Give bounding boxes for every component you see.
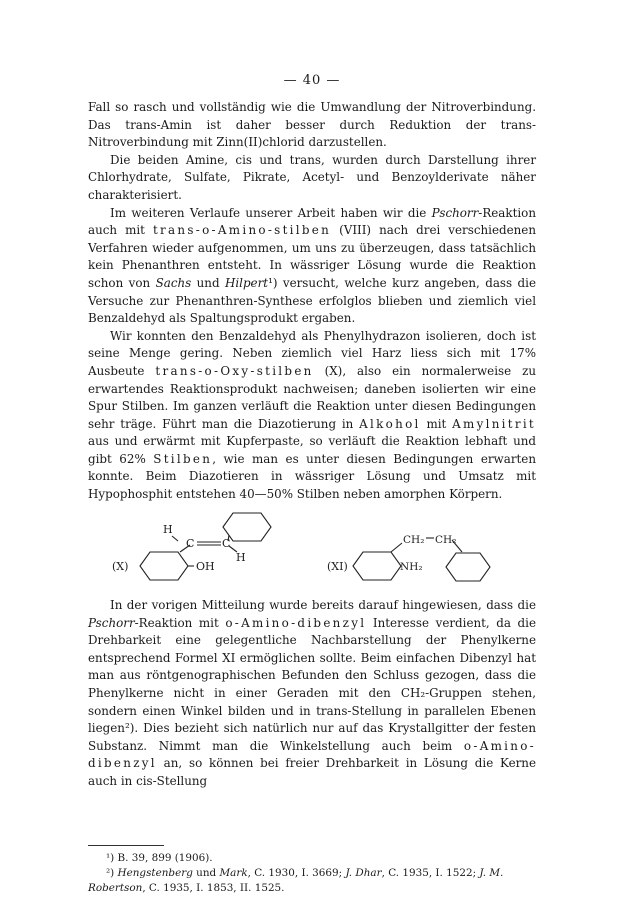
structural-formulas — [0, 505, 624, 585]
formula-x-h1: H — [163, 523, 173, 536]
paragraph-4: Wir konnten den Benzaldehyd als Phenylhydrazon isolieren, doch ist seine Menge gering. Neben ziemlich viel Harz liess sich mit 17% Ausbeute trans-o-Oxy-stilben (X), also ein normalerweise zu erwartendes Reaktionsprodukt nachweisen; daneben isolierten wir eine Spur Stilben. Im ganzen verläuft die Reaktion unter diesen Bedingungen sehr träge. Führt man die Diazotierung in Alkohol mit Amylnitrit aus und erwärmt mit Kupferpaste, so verläuft die Reaktion lebhaft und gibt 62% Stilben, wie man es unter diesen Bedingungen erwarten konnte. Beim Diazotieren in wässriger Lösung und Umsatz mit Hypophosphit entstehen 40—50% Stilben neben amorphen Körpern. — [88, 328, 536, 502]
page-number: — 40 — — [283, 73, 341, 88]
formula-xi-ch2-2: CH₂ — [435, 534, 457, 546]
formula-x-h2: H — [236, 551, 246, 564]
paragraph-1: Fall so rasch und vollständig wie die Umwandlung der Nitroverbindung. Das trans-Amin ist daher besser durch Reduktion der trans-Nitroverbindung mit Zinn(II)chlorid darzustellen. — [88, 100, 536, 150]
formula-x-oh: OH — [196, 560, 215, 573]
paragraph-2: Die beiden Amine, cis und trans, wurden durch Darstellung ihrer Chlorhydrate, Sulfate, Pikrate, Acetyl- und Benzoylderivate näher charakterisiert. — [88, 152, 536, 202]
formula-xi-nh2: NH₂ — [400, 561, 423, 573]
upper-text-block — [88, 99, 536, 504]
footnote-rule — [88, 845, 164, 846]
formula-xi-label: (XI) — [327, 560, 348, 573]
footnote-2: ²) Hengstenberg und Mark, C. 1930, I. 3669; J. Dhar, C. 1935, I. 1522; J. M. Robertson, C. 1935, I. 1853, II. 1525. — [88, 867, 504, 894]
phenol-ring — [140, 552, 188, 580]
footnote-1: ¹) B. 39, 899 (1906). — [106, 852, 213, 864]
formula-x-label: (X) — [112, 560, 129, 573]
footnotes — [88, 851, 536, 896]
formula-x-c2: C — [222, 537, 231, 550]
paragraph-5: In der vorigen Mitteilung wurde bereits darauf hingewiesen, dass die Pschorr-Reaktion mit o-Amino-dibenzyl Interesse verdient, da die Drehbarkeit eine gelegentliche Nachbarstellung der Phenylkerne entsprechend Formel XI ermöglichen sollte. Beim einfachen Dibenzyl hat man aus röntgenographischen Befunden den Schluss gezogen, dass die Phenylkerne nicht in einer Geraden mit den CH₂-Gruppen stehen, sondern einen Winkel bilden und in trans-Stellung in parallelen Ebenen liegen²). Dies bezieht sich natürlich nur auf das Krystallgitter der festen Substanz. Nimmt man die Winkelstellung auch beim o-Amino-dibenzyl an, so können bei freier Drehbarkeit in Lösung die Kerne auch in cis-Stellung — [88, 598, 536, 788]
paragraph-3: Im weiteren Verlaufe unserer Arbeit haben wir die Pschorr-Reaktion auch mit trans-o-Amino-stilben (VIII) nach drei verschiedenen Verfahren wieder aufgenommen, um uns zu überzeugen, dass tatsächlich kein Phenanthren entsteht. In wässriger Lösung wurde die Reaktion schon von Sachs und Hilpert¹) versucht, welche kurz angeben, dass die Versuche zur Phenanthren-Synthese erfolglos blieben und ziemlich viel Benzaldehyd als Spaltungsprodukt ergaben. — [88, 205, 537, 326]
formula-xi-ch2-1: CH₂ — [403, 534, 425, 546]
lower-text-block — [88, 597, 536, 791]
phenyl-ring-right — [446, 553, 490, 581]
formula-x-c1: C — [186, 537, 195, 550]
aniline-ring — [353, 552, 401, 580]
